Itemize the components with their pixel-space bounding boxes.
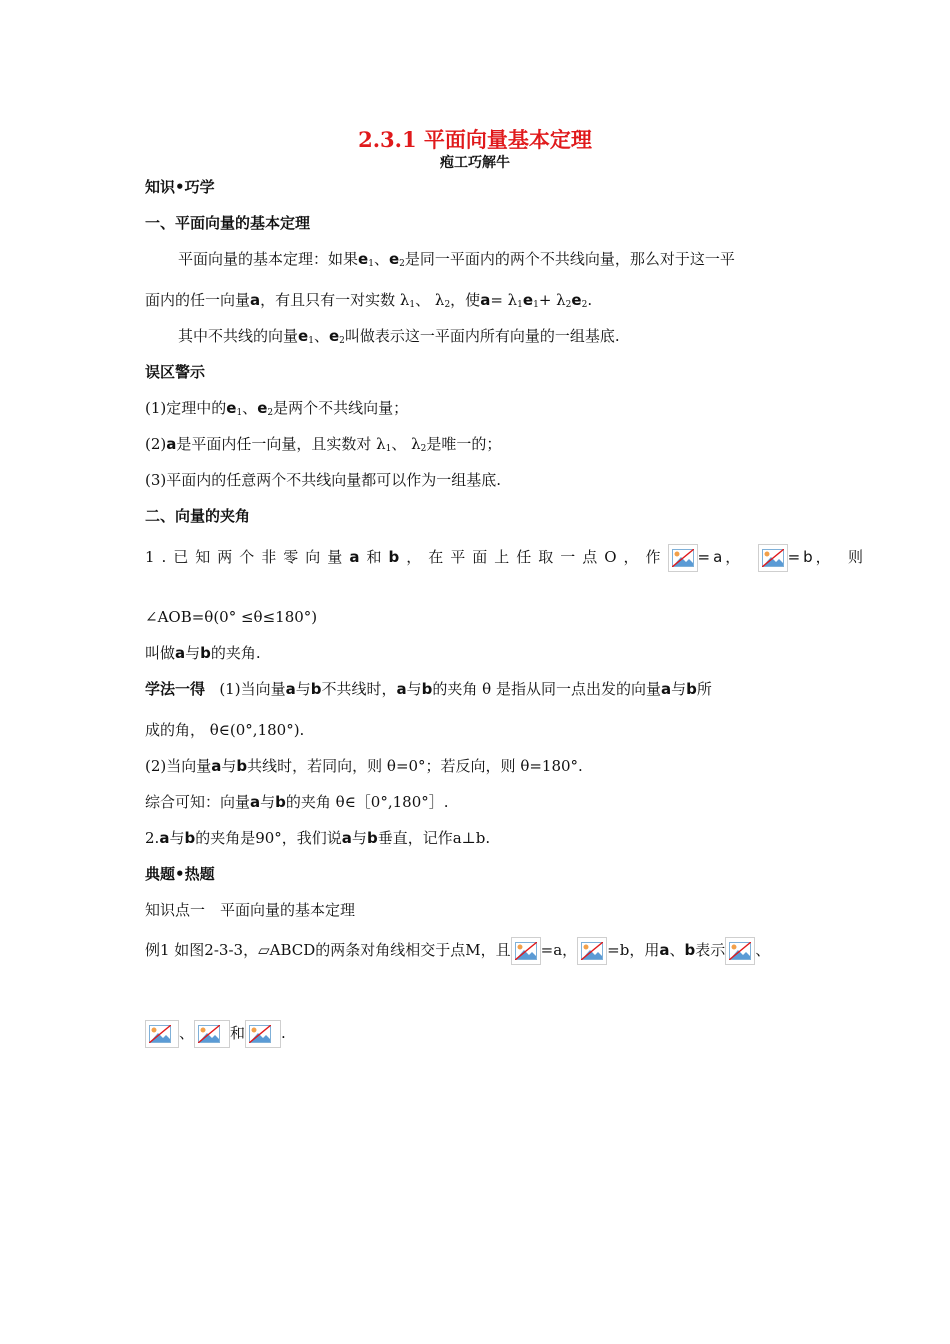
text: 、 [313,327,329,345]
text: (1)定理中的 [145,399,227,417]
vector-a: a [349,548,367,566]
vector-b: b [684,941,696,959]
text: 与 [351,829,367,847]
method-line3 [145,756,583,776]
theorem-paragraph-line2 [145,290,592,310]
vector-ab-image-icon [511,937,541,965]
text: 与 [671,680,687,698]
text: ABCD的两条对角线相交于点M，且 [269,941,511,959]
basis-paragraph [178,326,620,346]
perpendicular-definition [145,828,490,848]
vector-b: b [366,829,378,847]
method-line1 [145,679,712,699]
text: 与 [295,680,311,698]
vector-b: b [686,680,697,698]
example-1-line2 [145,1020,286,1048]
text: ，有且只有一对实数 λ [260,291,410,309]
subscript: 2 [420,444,427,454]
text: 不共线时， [321,680,397,698]
vector-b: b [236,757,248,775]
angle-definition-line3 [145,643,261,663]
vector-a: a [250,291,261,309]
text: = λ [490,291,518,309]
example-1-line1 [145,937,770,965]
text: =a， [697,548,744,566]
subscript: 1 [409,300,416,310]
text: 1.已知两个非零向量 [145,548,350,566]
text: 、 [179,1024,195,1042]
text: =b， [787,548,834,566]
vector-a: a [659,941,670,959]
text: 所 [696,680,712,698]
vector-e2: e [388,250,400,268]
section-knowledge-heading: 知识•巧学 [145,178,215,196]
vector-a: a [660,680,672,698]
parallelogram-icon: ▱ [258,941,270,959]
vector-b: b [421,680,433,698]
text: 、 λ [391,435,421,453]
method-label: 学法一得 [145,680,206,698]
text: 、 λ [415,291,445,309]
page-title: 2.3.1 平面向量基本定理 [358,127,592,152]
text: 是唯一的； [426,435,502,453]
subscript: 1 [385,444,392,454]
subscript: 1 [368,259,374,269]
vector-md-image-icon [245,1020,281,1048]
subscript: 1 [533,300,539,310]
vector-e1: e [522,291,534,309]
text: 则 [848,548,864,566]
page-subtitle: 疱工巧解牛 [440,155,510,171]
text: 垂直，记作a⊥b. [377,829,491,847]
text: 是平面内任一向量，且实数对 λ [176,435,386,453]
vector-a: a [250,793,261,811]
text: 的夹角 θ∈［0°,180°］. [285,793,449,811]
vector-e1: e [298,327,309,345]
subscript: 2 [444,300,451,310]
text: 与 [221,757,237,775]
text: 、 [755,941,771,959]
text: 和 [366,548,389,566]
vector-b: b [200,644,211,662]
warning-item-3: (3)平面内的任意两个不共线向量都可以作为一组基底. [145,471,502,489]
text: 与 [260,793,276,811]
text: 平面向量的基本定理：如果 [178,250,359,268]
vector-a: a [285,680,296,698]
method-line2: 成的角， θ∈(0°,180°). [145,721,305,739]
text: 2. [145,829,160,847]
text: 、 [669,941,685,959]
theorem-paragraph-line1 [178,249,735,269]
vector-a: a [396,680,407,698]
text: 、 [373,250,389,268]
vector-e2: e [328,327,340,345]
warning-item-2 [145,434,501,454]
vector-a: a [341,829,352,847]
vector-b: b [184,829,196,847]
vector-oa-image-icon [668,544,698,572]
vector-b: b [275,793,286,811]
vector-a: a [159,829,170,847]
text: 的夹角是90°，我们说 [195,829,342,847]
text: 综合可知：向量 [145,793,251,811]
angle-definition-line1 [145,544,863,572]
text: 表示 [695,941,726,959]
heading-vector-angle: 二、向量的夹角 [145,507,251,525]
text: 共线时，若同向，则 θ=0°；若反向，则 θ=180°. [247,757,583,775]
knowledge-point-1: 知识点一 平面向量的基本定理 [145,901,356,919]
text: (2) [145,435,167,453]
subscript: 2 [339,336,345,346]
text: 、 [242,399,258,417]
warning-item-1 [145,398,408,418]
subscript: 2 [399,259,405,269]
text: 的夹角 θ 是指从同一点出发的向量 [432,680,661,698]
vector-b: b [310,680,322,698]
vector-b: b [388,548,407,566]
vector-e2: e [571,291,582,309]
text: 是两个不共线向量； [273,399,409,417]
text: =b，用 [607,941,660,959]
vector-ma-image-icon [725,937,755,965]
text: ，在平面上任取一点O，作 [406,548,668,566]
text: (2)当向量 [145,757,212,775]
vector-ad-image-icon [577,937,607,965]
text: 例1 如图2-3-3， [145,941,259,959]
warning-heading: 误区警示 [145,363,206,381]
heading-basic-theorem: 一、平面向量的基本定理 [145,214,311,232]
subscript: 2 [565,300,572,310]
text: 与 [406,680,422,698]
text: . [587,291,593,309]
vector-e1: e [226,399,237,417]
subscript: 1 [308,336,314,346]
vector-a: a [166,435,177,453]
subscript: 1 [236,408,243,418]
vector-a: a [480,291,491,309]
text: + λ [538,291,566,309]
text: ，使 [450,291,481,309]
text: . [281,1024,286,1042]
subscript: 2 [581,300,588,310]
vector-a: a [175,644,186,662]
angle-definition-formula: ∠AOB=θ(0° ≤θ≤180°) [145,608,318,626]
vector-mb-image-icon [145,1020,179,1048]
text: 与 [185,644,201,662]
vector-mc-image-icon [194,1020,230,1048]
text: 叫做 [145,644,176,662]
method-line4 [145,792,449,812]
text: 和 [230,1024,246,1042]
text: 是同一平面内的两个不共线向量，那么对于这一平 [404,250,735,268]
text: 面内的任一向量 [145,291,251,309]
text: 的夹角. [210,644,261,662]
text: 其中不共线的向量 [178,327,299,345]
subscript: 2 [267,408,274,418]
subscript: 1 [517,300,523,310]
text: 与 [169,829,185,847]
vector-e1: e [358,250,369,268]
vector-a: a [211,757,222,775]
vector-ob-image-icon [758,544,788,572]
typical-problems-heading: 典题•热题 [145,865,215,883]
text: =a， [540,941,578,959]
text: (1)当向量 [219,680,286,698]
text: 叫做表示这一平面内所有向量的一组基底. [344,327,620,345]
vector-e2: e [257,399,268,417]
